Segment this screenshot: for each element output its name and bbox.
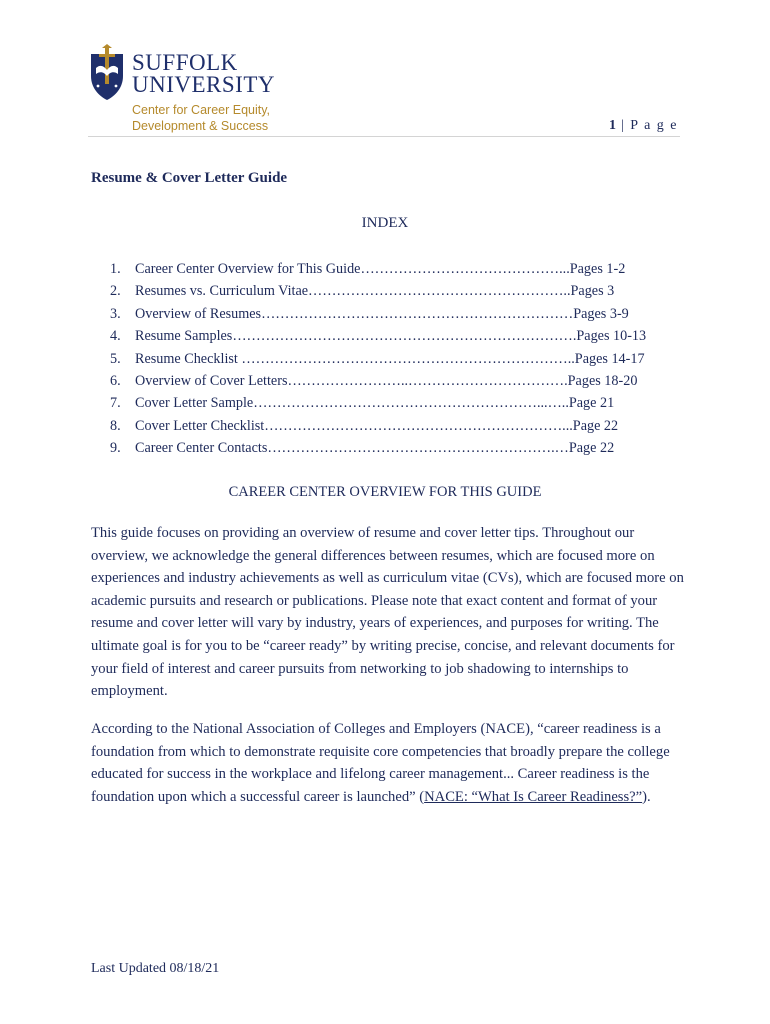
page-number bbox=[609, 118, 678, 134]
suffolk-university-logo bbox=[88, 44, 318, 134]
nace-career-readiness-link[interactable]: NACE: “What Is Career Readiness?” bbox=[424, 788, 643, 805]
toc-item bbox=[110, 392, 670, 414]
logo-subtitle bbox=[132, 102, 270, 134]
toc-item bbox=[110, 437, 670, 459]
nace-paragraph-end: ). bbox=[642, 788, 651, 805]
toc-item bbox=[110, 348, 670, 370]
toc-item-number: 2. bbox=[110, 283, 121, 300]
nace-paragraph-text: According to the National Association of Colleges and Employers (NACE), “career readiness is a foundation from which to demonstrate requisite core competencies that broadly prepare the college educated for success in the workplace and lifelong career management... Career readiness is the foundation upon which a successful career is launched” ( bbox=[91, 721, 670, 805]
shield-crest-icon bbox=[88, 44, 126, 102]
document-title: Resume & Cover Letter Guide bbox=[91, 170, 288, 186]
toc-item-text: Resumes vs. Curriculum Vitae………………………………………………..Pages 3 bbox=[135, 283, 615, 300]
header-divider bbox=[88, 136, 680, 137]
toc-item bbox=[110, 325, 670, 347]
toc-item-text: Resume Checklist ……………………………………………………………..Pages 14-17 bbox=[135, 350, 645, 367]
table-of-contents bbox=[110, 258, 670, 460]
toc-item-text: Resume Samples……………………………………………………………….Pages 10-13 bbox=[135, 328, 647, 345]
toc-item-text: Cover Letter Checklist………………………………………………………...Page 22 bbox=[135, 417, 619, 434]
toc-item-number: 3. bbox=[110, 305, 121, 322]
toc-item-text: Cover Letter Sample……………………………………………………...…..Page 21 bbox=[135, 395, 615, 412]
toc-item-number: 7. bbox=[110, 395, 121, 412]
toc-item-number: 8. bbox=[110, 417, 121, 434]
toc-item bbox=[110, 280, 670, 302]
toc-item bbox=[110, 303, 670, 325]
section-heading: CAREER CENTER OVERVIEW FOR THIS GUIDE bbox=[228, 484, 542, 500]
toc-item-number: 1. bbox=[110, 261, 121, 277]
toc-item-text: Overview of Resumes…………………………………………………………Pages 3-9 bbox=[135, 305, 629, 322]
logo-wordmark bbox=[132, 52, 275, 96]
overview-paragraph: This guide focuses on providing an overview of resume and cover letter tips. Throughout our overview, we acknowledge the general differences between resumes, which are focused more on experiences and industry achievements as well as curriculum vitae (CVs), which are focused more on academic pursuits and research or publications. Please note that exact content and format of your resume and cover letter will vary by industry, years of experiences, and purposes for writing. The ultimate goal is for you to be “career ready” by writing precise, concise, and relevant documents for your field of interest and career pursuits from networking to job shadowing to internships to employment. bbox=[91, 525, 684, 700]
index-heading: INDEX bbox=[361, 215, 409, 231]
toc-item bbox=[110, 415, 670, 437]
toc-item-number: 5. bbox=[110, 350, 121, 367]
toc-item-number: 4. bbox=[110, 328, 121, 345]
toc-item-number: 6. bbox=[110, 372, 121, 389]
page-number-value: 1 bbox=[609, 118, 616, 133]
logo-sub-line1: Center for Career Equity, bbox=[132, 103, 271, 117]
toc-item-text: Career Center Overview for This Guide……………………………………...Pages 1-2 bbox=[135, 261, 626, 277]
logo-sub-line2: Development & Success bbox=[132, 119, 269, 133]
last-updated-footer: Last Updated 08/18/21 bbox=[91, 961, 220, 976]
logo-name-line1: SUFFOLK bbox=[132, 50, 238, 75]
nace-paragraph bbox=[91, 718, 691, 808]
toc-item bbox=[110, 258, 670, 280]
toc-item-number: 9. bbox=[110, 440, 121, 457]
toc-item bbox=[110, 370, 670, 392]
toc-item-text: Overview of Cover Letters……………………..…………………………….Pages 18-20 bbox=[135, 372, 638, 389]
toc-item-text: Career Center Contacts…………………………………………………….…Page 22 bbox=[135, 440, 615, 457]
page-number-label: | P a g e bbox=[621, 118, 678, 133]
logo-name-line2: UNIVERSITY bbox=[132, 72, 275, 97]
